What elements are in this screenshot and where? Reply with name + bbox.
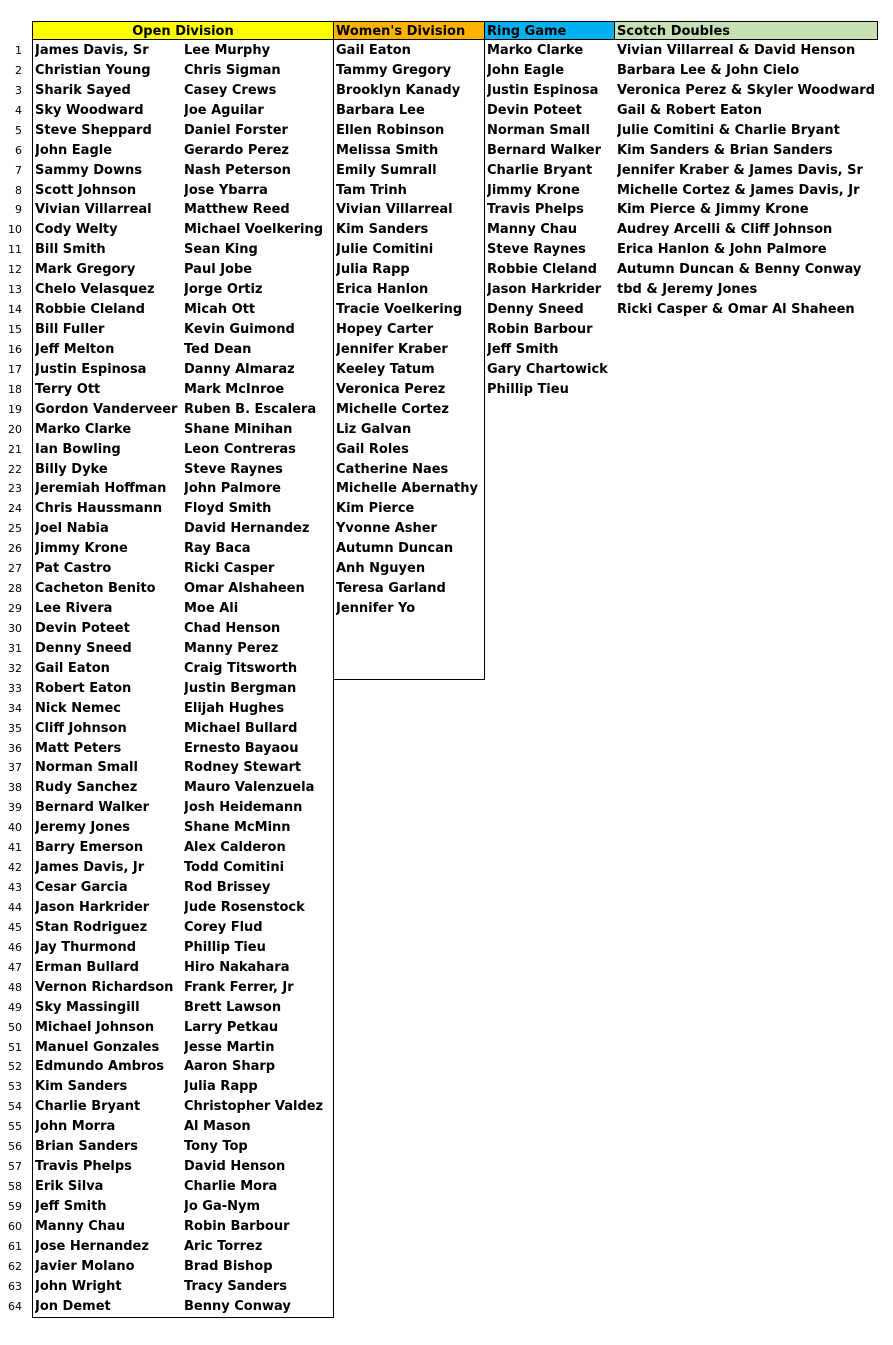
row-number: 2 — [15, 63, 22, 77]
row-number: 58 — [8, 1180, 22, 1193]
open-b-cell: Ruben B. Escalera — [184, 401, 317, 417]
open-a-cell: Charlie Bryant — [35, 1099, 141, 1115]
women-cell: Yvonne Asher — [336, 521, 437, 537]
open-a-cell: Cacheton Benito — [35, 581, 156, 597]
women-cell: Jennifer Kraber — [336, 341, 448, 357]
open-a-cell: Jon Demet — [35, 1298, 111, 1314]
open-a-cell: Jimmy Krone — [35, 541, 128, 557]
open-b-cell: Aaron Sharp — [184, 1059, 276, 1075]
open-a-cell: Erik Silva — [35, 1179, 104, 1194]
row-number: 21 — [8, 442, 22, 456]
open-a-cell: Jeremy Jones — [35, 820, 131, 836]
open-b-cell: Alex Calderon — [184, 840, 286, 856]
women-cell: Keeley Tatum — [336, 361, 435, 377]
women-cell: Liz Galvan — [336, 421, 412, 437]
ring-cell: Jeff Smith — [487, 341, 559, 357]
open-a-cell: Robert Eaton — [35, 680, 132, 696]
row-number: 62 — [8, 1259, 22, 1273]
row-number: 57 — [8, 1160, 22, 1174]
open-b-cell: Chris Sigman — [184, 62, 281, 78]
open-a-cell: Christian Young — [35, 62, 151, 78]
row-number: 60 — [8, 1219, 22, 1233]
open-b-cell: Micah Ott — [184, 302, 256, 318]
open-b-cell: Leon Contreras — [184, 441, 296, 457]
open-a-cell: Denny Sneed — [35, 640, 132, 656]
scotch-cell: Vivian Villarreal & David Henson — [617, 43, 856, 58]
women-cell: Tam Trinh — [336, 182, 407, 198]
row-number: 42 — [8, 861, 22, 875]
ring-cell: Marko Clarke — [487, 43, 584, 58]
scotch-cell: Kim Pierce & Jimmy Krone — [617, 202, 809, 218]
women-cell: Ellen Robinson — [336, 122, 445, 138]
women-cell: Jennifer Yo — [336, 601, 416, 617]
scotch-cell: Kim Sanders & Brian Sanders — [617, 142, 833, 158]
women-cell: Michelle Abernathy — [336, 481, 478, 497]
row-number: 19 — [8, 402, 22, 416]
header-ring-game: Ring Game — [484, 21, 615, 40]
open-b-cell: Steve Raynes — [184, 461, 283, 477]
scotch-cell: Audrey Arcelli & Cliff Johnson — [617, 222, 833, 238]
open-b-cell: Shane Minihan — [184, 421, 293, 437]
open-a-cell: Mark Gregory — [35, 262, 136, 278]
row-number: 28 — [8, 582, 22, 596]
women-cell: Kim Sanders — [336, 222, 429, 238]
ring-cell: Charlie Bryant — [487, 162, 593, 178]
open-b-cell: Shane McMinn — [184, 820, 291, 836]
open-b-cell: Corey Flud — [184, 919, 263, 935]
open-a-cell: Vernon Richardson — [35, 979, 174, 995]
open-a-cell: Lee Rivera — [35, 601, 113, 617]
open-b-cell: David Henson — [184, 1159, 286, 1175]
row-number: 55 — [8, 1120, 22, 1134]
row-number: 22 — [8, 462, 22, 476]
open-b-cell: Phillip Tieu — [184, 939, 266, 955]
open-a-cell: Gail Eaton — [35, 660, 110, 676]
open-b-cell: Rodney Stewart — [184, 760, 302, 776]
row-number: 52 — [8, 1060, 22, 1074]
row-number: 32 — [8, 661, 22, 675]
row-number: 41 — [8, 841, 22, 855]
row-number: 7 — [15, 163, 22, 177]
ring-cell: Devin Poteet — [487, 102, 582, 118]
women-cell: Julie Comitini — [336, 242, 434, 258]
open-b-cell: Ray Baca — [184, 541, 251, 557]
open-b-cell: Larry Petkau — [184, 1019, 279, 1035]
open-b-cell: Michael Voelkering — [184, 222, 324, 238]
open-a-cell: Robbie Cleland — [35, 302, 145, 318]
open-b-cell: John Palmore — [184, 481, 281, 497]
open-b-cell: Joe Aguilar — [184, 102, 264, 118]
open-b-cell: Lee Murphy — [184, 43, 271, 58]
scotch-cell: tbd & Jeremy Jones — [617, 282, 758, 298]
open-a-cell: Terry Ott — [35, 381, 101, 397]
open-a-cell: Bill Fuller — [35, 322, 105, 338]
row-number: 4 — [15, 103, 22, 117]
open-b-cell: Jose Ybarra — [184, 182, 268, 198]
open-a-cell: Jay Thurmond — [35, 939, 137, 955]
open-b-cell: Michael Bullard — [184, 720, 298, 736]
open-b-cell: Robin Barbour — [184, 1218, 290, 1234]
open-a-cell: Pat Castro — [35, 561, 112, 577]
open-a-cell: Sky Woodward — [35, 102, 144, 118]
row-number: 20 — [8, 422, 22, 436]
row-number: 29 — [8, 602, 22, 616]
open-a-cell: Cody Welty — [35, 222, 118, 238]
row-number: 56 — [8, 1140, 22, 1154]
row-number: 63 — [8, 1279, 22, 1293]
scotch-cell: Michelle Cortez & James Davis, Jr — [617, 182, 860, 198]
ring-cell: Justin Espinosa — [487, 82, 599, 98]
open-a-cell: Sammy Downs — [35, 162, 142, 178]
open-a-cell: Chris Haussmann — [35, 501, 163, 517]
open-a-cell: Jeff Smith — [35, 1198, 107, 1214]
row-number: 31 — [8, 641, 22, 655]
open-b-cell: Nash Peterson — [184, 162, 291, 178]
ring-cell: Travis Phelps — [487, 202, 584, 218]
women-cell: Michelle Cortez — [336, 401, 449, 417]
row-number: 44 — [8, 900, 22, 914]
women-cell: Vivian Villarreal — [336, 202, 453, 218]
women-cell: Catherine Naes — [336, 461, 449, 477]
ring-cell: Gary Chartowick — [487, 361, 608, 377]
women-cell: Hopey Carter — [336, 322, 434, 338]
open-b-cell: Benny Conway — [184, 1298, 291, 1314]
row-number: 53 — [8, 1080, 22, 1094]
open-a-cell: Javier Molano — [35, 1258, 135, 1274]
open-b-cell: Omar Alshaheen — [184, 581, 305, 597]
open-a-cell: Brian Sanders — [35, 1139, 138, 1155]
open-b-cell: Todd Comitini — [184, 860, 285, 876]
open-b-cell: David Hernandez — [184, 521, 310, 537]
open-b-cell: Sean King — [184, 242, 258, 258]
ring-cell: Phillip Tieu — [487, 381, 569, 397]
row-number: 43 — [8, 881, 22, 895]
row-number: 47 — [8, 960, 22, 974]
open-a-cell: Manuel Gonzales — [35, 1039, 160, 1055]
open-a-cell: Bill Smith — [35, 242, 106, 258]
ring-cell: Norman Small — [487, 122, 590, 138]
open-a-cell: John Morra — [35, 1119, 116, 1135]
open-a-cell: Marko Clarke — [35, 421, 132, 437]
open-b-cell: Daniel Forster — [184, 122, 288, 138]
open-b-cell: Ernesto Bayaou — [184, 740, 299, 756]
women-cell: Autumn Duncan — [336, 541, 454, 557]
open-b-cell: Christopher Valdez — [184, 1099, 324, 1115]
ring-cell: John Eagle — [487, 62, 565, 78]
open-b-cell: Frank Ferrer, Jr — [184, 979, 294, 995]
women-cell: Brooklyn Kanady — [336, 82, 461, 98]
row-number: 24 — [8, 502, 22, 516]
row-number: 13 — [8, 283, 22, 297]
open-b-cell: Kevin Guimond — [184, 322, 295, 338]
open-a-cell: Jose Hernandez — [35, 1238, 149, 1254]
row-number: 17 — [8, 362, 22, 376]
open-b-cell: Charlie Mora — [184, 1179, 278, 1194]
header-open-division: Open Division — [32, 21, 334, 40]
open-b-cell: Moe Ali — [184, 601, 239, 617]
row-number: 49 — [8, 1000, 22, 1014]
women-cell: Teresa Garland — [336, 581, 446, 597]
row-number: 54 — [8, 1100, 22, 1114]
open-a-cell: Erman Bullard — [35, 959, 139, 975]
women-cell: Barbara Lee — [336, 102, 425, 118]
row-number: 40 — [8, 821, 22, 835]
open-a-cell: Gordon Vanderveer — [35, 401, 178, 417]
row-number: 10 — [8, 223, 22, 237]
women-cell: Erica Hanlon — [336, 282, 429, 298]
open-b-cell: Gerardo Perez — [184, 142, 289, 158]
women-cell: Kim Pierce — [336, 501, 415, 517]
open-b-cell: Al Mason — [184, 1119, 251, 1135]
open-b-cell: Tracy Sanders — [184, 1278, 287, 1294]
row-number: 50 — [8, 1020, 22, 1034]
header-scotch-doubles: Scotch Doubles — [614, 21, 878, 40]
open-a-cell: Justin Espinosa — [35, 361, 147, 377]
open-a-cell: Kim Sanders — [35, 1079, 128, 1095]
scotch-cell: Barbara Lee & John Cielo — [617, 62, 800, 78]
row-number: 38 — [8, 781, 22, 795]
row-number: 64 — [8, 1299, 22, 1313]
open-a-cell: John Eagle — [35, 142, 113, 158]
row-number: 23 — [8, 482, 22, 496]
scotch-cell: Erica Hanlon & John Palmore — [617, 242, 827, 258]
open-a-cell: Manny Chau — [35, 1218, 126, 1234]
row-number: 27 — [8, 562, 22, 576]
open-a-cell: Cesar Garcia — [35, 880, 128, 896]
ring-cell: Jimmy Krone — [487, 182, 580, 198]
open-b-cell: Craig Titsworth — [184, 660, 298, 676]
women-cell: Emily Sumrall — [336, 162, 437, 178]
row-number: 8 — [15, 183, 22, 197]
open-b-cell: Elijah Hughes — [184, 700, 285, 716]
row-number: 37 — [8, 761, 22, 775]
open-b-cell: Jorge Ortiz — [184, 282, 263, 298]
row-number: 51 — [8, 1040, 22, 1054]
open-a-cell: Bernard Walker — [35, 800, 150, 816]
open-a-cell: Sky Massingill — [35, 999, 140, 1015]
women-cell: Tammy Gregory — [336, 62, 452, 78]
women-cell: Melissa Smith — [336, 142, 439, 158]
open-b-cell: Josh Heidemann — [184, 800, 303, 816]
women-cell: Veronica Perez — [336, 381, 446, 397]
open-a-cell: Vivian Villarreal — [35, 202, 152, 218]
ring-cell: Manny Chau — [487, 222, 578, 238]
row-number: 25 — [8, 522, 22, 536]
open-a-cell: Edmundo Ambros — [35, 1059, 164, 1075]
open-b-cell: Tony Top — [184, 1139, 248, 1155]
open-a-cell: John Wright — [35, 1278, 122, 1294]
scotch-cell: Autumn Duncan & Benny Conway — [617, 262, 862, 278]
scotch-cell: Jennifer Kraber & James Davis, Sr — [617, 162, 863, 178]
open-a-cell: Norman Small — [35, 760, 138, 776]
women-cell: Gail Eaton — [336, 43, 411, 58]
open-b-cell: Jude Rosenstock — [184, 899, 305, 915]
open-a-cell: Nick Nemec — [35, 700, 121, 716]
open-b-cell: Matthew Reed — [184, 202, 290, 218]
open-b-cell: Hiro Nakahara — [184, 959, 290, 975]
ring-cell: Denny Sneed — [487, 302, 584, 318]
row-number: 48 — [8, 980, 22, 994]
open-b-cell: Jesse Martin — [184, 1039, 275, 1055]
open-b-cell: Floyd Smith — [184, 501, 272, 517]
row-number: 59 — [8, 1199, 22, 1213]
open-a-cell: Rudy Sanchez — [35, 780, 138, 796]
open-b-cell: Ricki Casper — [184, 561, 275, 577]
open-b-cell: Paul Jobe — [184, 262, 253, 278]
row-number: 36 — [8, 741, 22, 755]
open-b-cell: Rod Brissey — [184, 880, 271, 896]
row-number: 33 — [8, 681, 22, 695]
open-a-cell: Steve Sheppard — [35, 122, 152, 138]
open-a-cell: Sharik Sayed — [35, 82, 131, 98]
open-b-cell: Jo Ga-Nym — [184, 1198, 261, 1214]
open-a-cell: James Davis, Jr — [35, 860, 145, 876]
open-b-cell: Justin Bergman — [184, 680, 297, 696]
open-a-cell: Devin Poteet — [35, 620, 130, 636]
open-b-cell: Ted Dean — [184, 341, 252, 357]
open-a-cell: Cliff Johnson — [35, 720, 127, 736]
row-number: 46 — [8, 940, 22, 954]
open-a-cell: Barry Emerson — [35, 840, 144, 856]
row-number: 45 — [8, 920, 22, 934]
open-b-cell: Mark McInroe — [184, 381, 285, 397]
open-b-cell: Manny Perez — [184, 640, 279, 656]
row-number: 26 — [8, 542, 22, 556]
women-cell: Anh Nguyen — [336, 561, 426, 577]
ring-cell: Robbie Cleland — [487, 262, 597, 278]
women-cell: Tracie Voelkering — [336, 302, 463, 318]
row-number: 5 — [15, 123, 22, 137]
open-a-cell: Chelo Velasquez — [35, 282, 155, 298]
open-b-cell: Danny Almaraz — [184, 361, 295, 377]
ring-cell: Steve Raynes — [487, 242, 586, 258]
women-cell: Julia Rapp — [336, 262, 410, 278]
open-a-cell: Ian Bowling — [35, 441, 121, 457]
open-b-cell: Julia Rapp — [184, 1079, 258, 1095]
row-number: 16 — [8, 342, 22, 356]
scotch-cell: Julie Comitini & Charlie Bryant — [617, 122, 840, 138]
scotch-cell: Gail & Robert Eaton — [617, 102, 763, 118]
row-number: 6 — [15, 143, 22, 157]
row-number: 3 — [15, 83, 22, 97]
row-number: 15 — [8, 323, 22, 337]
row-number: 39 — [8, 801, 22, 815]
open-b-cell: Brad Bishop — [184, 1258, 273, 1274]
row-number: 34 — [8, 701, 22, 715]
open-a-cell: Jeff Melton — [35, 341, 115, 357]
open-b-cell: Chad Henson — [184, 620, 281, 636]
open-a-cell: Scott Johnson — [35, 182, 137, 198]
open-a-cell: James Davis, Sr — [35, 43, 149, 58]
scotch-cell: Veronica Perez & Skyler Woodward — [617, 82, 875, 98]
header-womens-division: Women's Division — [333, 21, 485, 40]
ring-cell: Bernard Walker — [487, 142, 602, 158]
row-number: 35 — [8, 721, 22, 735]
open-a-cell: Michael Johnson — [35, 1019, 155, 1035]
open-b-cell: Brett Lawson — [184, 999, 282, 1015]
ring-cell: Jason Harkrider — [487, 282, 602, 298]
open-b-cell: Mauro Valenzuela — [184, 780, 315, 796]
open-b-cell: Casey Crews — [184, 82, 277, 98]
open-a-cell: Jason Harkrider — [35, 899, 150, 915]
row-number: 9 — [15, 203, 22, 217]
open-a-cell: Stan Rodriguez — [35, 919, 148, 935]
open-a-cell: Matt Peters — [35, 740, 122, 756]
scotch-cell: Ricki Casper & Omar Al Shaheen — [617, 302, 855, 318]
open-a-cell: Jeremiah Hoffman — [35, 481, 167, 497]
row-number: 11 — [8, 243, 22, 257]
open-a-cell: Joel Nabia — [35, 521, 109, 537]
open-b-cell: Aric Torrez — [184, 1238, 263, 1254]
open-a-cell: Travis Phelps — [35, 1159, 132, 1175]
row-number: 1 — [15, 44, 22, 57]
ring-cell: Robin Barbour — [487, 322, 593, 338]
row-number: 30 — [8, 621, 22, 635]
row-number: 18 — [8, 382, 22, 396]
row-number: 61 — [8, 1239, 22, 1253]
row-number: 14 — [8, 303, 22, 317]
women-cell: Gail Roles — [336, 441, 409, 457]
open-a-cell: Billy Dyke — [35, 461, 108, 477]
row-number: 12 — [8, 263, 22, 277]
